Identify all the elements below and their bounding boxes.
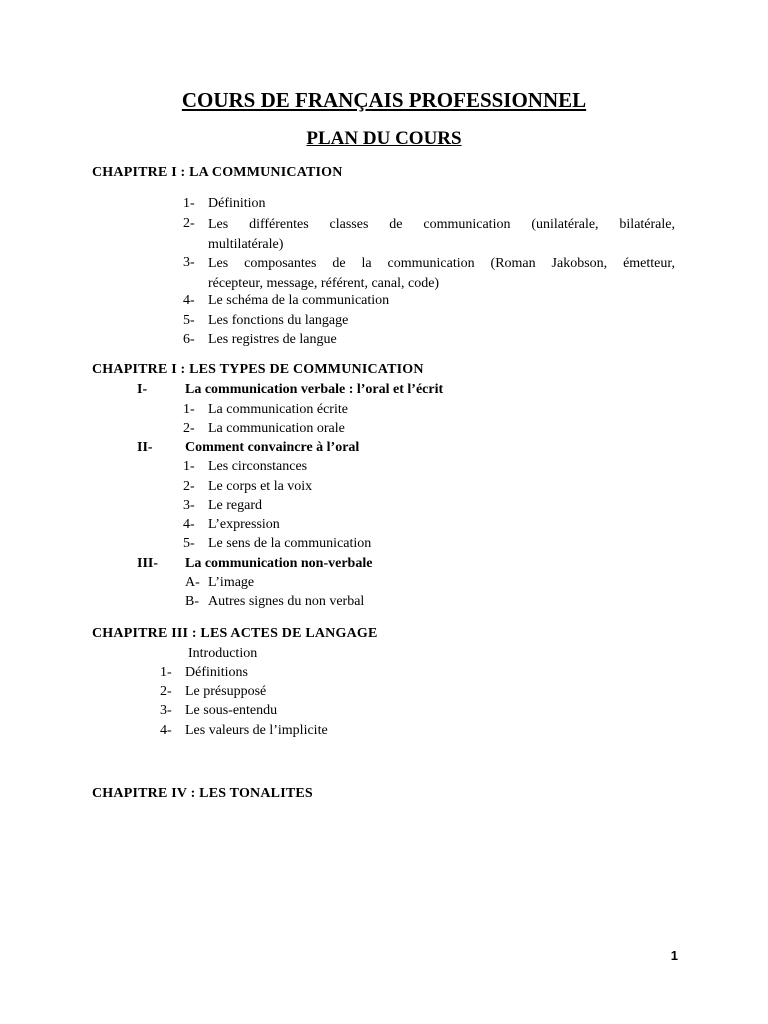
list-item-label: Les registres de langue xyxy=(208,332,337,347)
list-item-number: 1- xyxy=(183,402,195,417)
list-item-number: 6- xyxy=(183,332,195,347)
list-item-number: 2- xyxy=(183,421,195,436)
list-item-label: Définitions xyxy=(185,665,248,680)
list-item-paragraph xyxy=(208,215,675,254)
chapter-3-intro: Introduction xyxy=(188,646,258,661)
list-item-number: 2- xyxy=(160,684,172,699)
section-number: III- xyxy=(137,556,159,571)
list-item-label: La communication écrite xyxy=(208,402,348,417)
list-item-label: Les valeurs de l’implicite xyxy=(185,723,328,738)
list-item-number: 2- xyxy=(183,479,195,494)
list-item-number: 2- xyxy=(183,216,195,231)
list-item-label: L’expression xyxy=(208,517,280,532)
list-item-number: 5- xyxy=(183,536,195,551)
list-item-label: Les fonctions du langage xyxy=(208,313,349,328)
chapter-3-heading: CHAPITRE III : LES ACTES DE LANGAGE xyxy=(92,626,378,641)
list-item-label: Le corps et la voix xyxy=(208,479,313,494)
list-item-label: Les différentes classes de communication (unilatérale, bilatérale, xyxy=(208,217,675,232)
list-item-continuation: récepteur, message, référent, canal, code) xyxy=(208,275,440,291)
list-item-number: A- xyxy=(185,575,200,590)
list-item-number: 1- xyxy=(160,665,172,680)
list-item-label: L’image xyxy=(208,575,255,590)
list-item-number: 1- xyxy=(183,459,195,474)
chapter-4-heading: CHAPITRE IV : LES TONALITES xyxy=(92,786,313,801)
list-item-number: 3- xyxy=(160,703,172,718)
list-item-number: 4- xyxy=(183,517,195,532)
list-item-number: 3- xyxy=(183,255,195,270)
list-item-label: Définition xyxy=(208,196,266,211)
list-item-label: Autres signes du non verbal xyxy=(208,594,365,609)
list-item-label: Les circonstances xyxy=(208,459,308,474)
list-item-label: Le sous-entendu xyxy=(185,703,278,718)
list-item-paragraph xyxy=(208,254,675,293)
list-item-continuation: multilatérale) xyxy=(208,236,284,252)
list-item-number: 5- xyxy=(183,313,195,328)
list-item-number: 1- xyxy=(183,196,195,211)
list-item-number: 4- xyxy=(183,293,195,308)
section-number: II- xyxy=(137,440,153,455)
list-item-number: 3- xyxy=(183,498,195,513)
list-item-label: Le regard xyxy=(208,498,263,513)
section-number: I- xyxy=(137,382,148,397)
document-title: COURS DE FRANÇAIS PROFESSIONNEL xyxy=(181,88,587,112)
list-item-label: La communication orale xyxy=(208,421,345,436)
list-item-number: 4- xyxy=(160,723,172,738)
section-title: Comment convaincre à l’oral xyxy=(185,440,360,455)
list-item-label: Les composantes de la communication (Roman Jakobson, émetteur, xyxy=(208,256,675,271)
page-number: 1 xyxy=(670,948,678,963)
list-item-label: Le sens de la communication xyxy=(208,536,372,551)
list-item-label: Le présupposé xyxy=(185,684,267,699)
chapter-1-heading: CHAPITRE I : LA COMMUNICATION xyxy=(92,165,343,180)
chapter-2-heading: CHAPITRE I : LES TYPES DE COMMUNICATION xyxy=(92,362,424,377)
document-subtitle: PLAN DU COURS xyxy=(306,128,462,149)
section-title: La communication non-verbale xyxy=(185,556,373,571)
section-title: La communication verbale : l’oral et l’écrit xyxy=(185,382,444,397)
list-item-number: B- xyxy=(185,594,199,609)
list-item-label: Le schéma de la communication xyxy=(208,293,390,308)
